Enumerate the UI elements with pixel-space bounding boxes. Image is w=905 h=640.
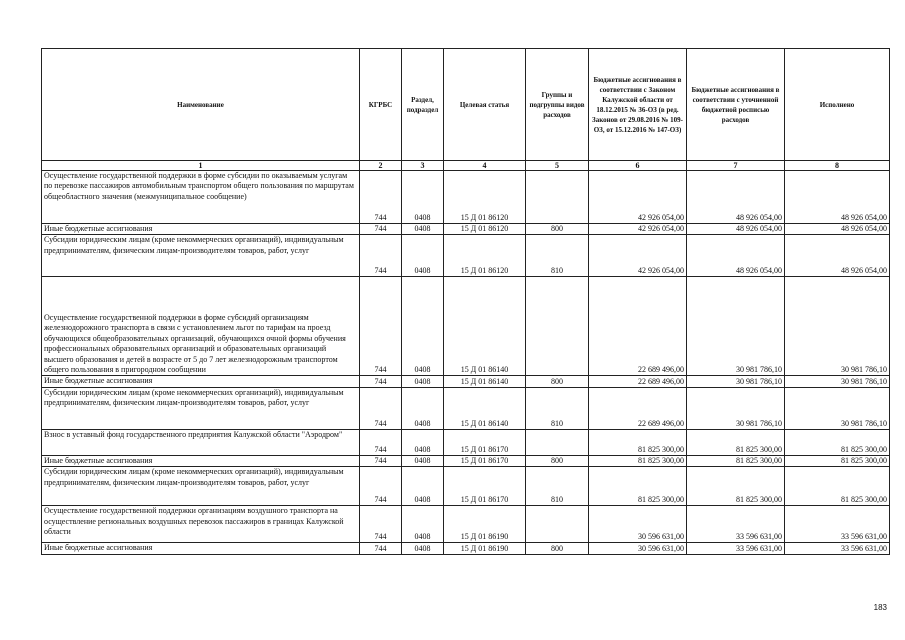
row-kgrbs: 744 (360, 455, 402, 466)
header-groups: Группы и подгруппы видов расходов (526, 49, 589, 161)
row-name: Осуществление государственной поддержки организациям воздушного транспорта на осуществление региональных воздушных перевозок пассажиров в границах Калужской области (42, 506, 360, 543)
row-value-6: 30 596 631,00 (589, 506, 687, 543)
row-kgrbs: 744 (360, 543, 402, 554)
column-number-row (42, 161, 890, 171)
table-row (42, 543, 890, 554)
row-value-8: 48 926 054,00 (785, 171, 890, 224)
row-value-6: 30 596 631,00 (589, 543, 687, 554)
row-value-7: 81 825 300,00 (687, 429, 785, 455)
row-target: 15 Д 01 86120 (444, 224, 526, 235)
row-name: Взнос в уставный фонд государственного предприятия Калужской области "Аэродром" (42, 429, 360, 455)
col-number: 4 (444, 161, 526, 171)
col-number: 5 (526, 161, 589, 171)
col-number: 7 (687, 161, 785, 171)
row-target: 15 Д 01 86120 (444, 235, 526, 277)
row-name: Иные бюджетные ассигнования (42, 376, 360, 387)
row-value-8: 48 926 054,00 (785, 224, 890, 235)
row-vid: 800 (526, 376, 589, 387)
row-vid (526, 506, 589, 543)
row-target: 15 Д 01 86170 (444, 429, 526, 455)
row-name: Осуществление государственной поддержки в форме субсидий организациям железнодорожного транспорта в связи с установлением льгот по тарифам на проезд обучающихся общеобразовательных организаций, обучающихся очной формы обучения профессиональных образовательных организаций и образовательных организаций высшего образования и детей в возрасте от 5 до 7 лет железнодорожным транспортом общего пользования в пригородном сообщении (42, 277, 360, 376)
row-value-7: 30 981 786,10 (687, 387, 785, 429)
row-razdel: 0408 (402, 543, 444, 554)
header-col7: Бюджетные ассигнования в соответствии с уточненной бюджетной росписью расходов (687, 49, 785, 161)
row-value-8: 81 825 300,00 (785, 467, 890, 506)
row-target: 15 Д 01 86140 (444, 387, 526, 429)
row-kgrbs: 744 (360, 171, 402, 224)
row-value-6: 22 689 496,00 (589, 277, 687, 376)
col-number: 8 (785, 161, 890, 171)
table-row (42, 235, 890, 277)
row-target: 15 Д 01 86140 (444, 376, 526, 387)
row-kgrbs: 744 (360, 467, 402, 506)
row-value-7: 48 926 054,00 (687, 224, 785, 235)
row-value-8: 30 981 786,10 (785, 376, 890, 387)
row-name: Иные бюджетные ассигнования (42, 455, 360, 466)
row-target: 15 Д 01 86170 (444, 467, 526, 506)
row-vid: 810 (526, 387, 589, 429)
row-kgrbs: 744 (360, 387, 402, 429)
row-value-7: 81 825 300,00 (687, 467, 785, 506)
row-value-6: 81 825 300,00 (589, 455, 687, 466)
col-number: 1 (42, 161, 360, 171)
row-name: Субсидии юридическим лицам (кроме некоммерческих организаций), индивидуальным предпринимателям, физическим лицам-производителям товаров, работ, услуг (42, 235, 360, 277)
row-value-7: 33 596 631,00 (687, 543, 785, 554)
row-razdel: 0408 (402, 376, 444, 387)
row-value-7: 33 596 631,00 (687, 506, 785, 543)
row-razdel: 0408 (402, 171, 444, 224)
row-name: Иные бюджетные ассигнования (42, 543, 360, 554)
row-name: Иные бюджетные ассигнования (42, 224, 360, 235)
row-name: Субсидии юридическим лицам (кроме некоммерческих организаций), индивидуальным предпринимателям, физическим лицам-производителям товаров, работ, услуг (42, 387, 360, 429)
row-vid: 810 (526, 235, 589, 277)
row-kgrbs: 744 (360, 235, 402, 277)
row-razdel: 0408 (402, 235, 444, 277)
row-value-8: 30 981 786,10 (785, 277, 890, 376)
table-row (42, 171, 890, 224)
row-value-8: 48 926 054,00 (785, 235, 890, 277)
row-value-6: 42 926 054,00 (589, 171, 687, 224)
row-value-8: 30 981 786,10 (785, 387, 890, 429)
row-razdel: 0408 (402, 467, 444, 506)
row-razdel: 0408 (402, 506, 444, 543)
row-value-8: 33 596 631,00 (785, 543, 890, 554)
col-number: 6 (589, 161, 687, 171)
header-col6: Бюджетные ассигнования в соответствии с Законом Калужской области от 18.12.2015 № 36-ОЗ (в ред. Законов от 29.08.2016 № 109-ОЗ, от 15.12.2016 № 147-ОЗ) (589, 49, 687, 161)
col-number: 3 (402, 161, 444, 171)
page-number: 183 (873, 603, 887, 612)
row-name: Осуществление государственной поддержки в форме субсидии по оказываемым услугам по перевозке пассажиров автомобильным транспортом общего пользования по маршрутам общеобластного значения (межмуниципальное сообщение) (42, 171, 360, 224)
row-kgrbs: 744 (360, 506, 402, 543)
row-target: 15 Д 01 86190 (444, 543, 526, 554)
table-row (42, 224, 890, 235)
row-vid: 810 (526, 467, 589, 506)
row-kgrbs: 744 (360, 224, 402, 235)
row-kgrbs: 744 (360, 429, 402, 455)
row-value-7: 48 926 054,00 (687, 171, 785, 224)
row-value-6: 81 825 300,00 (589, 467, 687, 506)
row-value-8: 81 825 300,00 (785, 429, 890, 455)
row-value-7: 81 825 300,00 (687, 455, 785, 466)
header-col8: Исполнено (785, 49, 890, 161)
row-value-7: 48 926 054,00 (687, 235, 785, 277)
table-row (42, 277, 890, 376)
row-vid (526, 171, 589, 224)
row-target: 15 Д 01 86190 (444, 506, 526, 543)
row-vid (526, 429, 589, 455)
row-value-6: 42 926 054,00 (589, 235, 687, 277)
row-value-8: 81 825 300,00 (785, 455, 890, 466)
row-razdel: 0408 (402, 429, 444, 455)
row-vid: 800 (526, 455, 589, 466)
row-vid: 800 (526, 224, 589, 235)
header-name: Наименование (42, 49, 360, 161)
row-razdel: 0408 (402, 224, 444, 235)
row-target: 15 Д 01 86120 (444, 171, 526, 224)
table-row (42, 387, 890, 429)
row-razdel: 0408 (402, 387, 444, 429)
header-kgrbs: КГРБС (360, 49, 402, 161)
table-row (42, 455, 890, 466)
budget-table (41, 48, 890, 555)
table-row (42, 506, 890, 543)
row-value-7: 30 981 786,10 (687, 376, 785, 387)
table-row (42, 376, 890, 387)
header-target: Целевая статья (444, 49, 526, 161)
row-value-7: 30 981 786,10 (687, 277, 785, 376)
row-kgrbs: 744 (360, 277, 402, 376)
row-value-6: 22 689 496,00 (589, 387, 687, 429)
row-value-6: 81 825 300,00 (589, 429, 687, 455)
table-row (42, 429, 890, 455)
row-value-6: 42 926 054,00 (589, 224, 687, 235)
row-razdel: 0408 (402, 455, 444, 466)
table-row (42, 467, 890, 506)
row-target: 15 Д 01 86170 (444, 455, 526, 466)
row-name: Субсидии юридическим лицам (кроме некоммерческих организаций), индивидуальным предпринимателям, физическим лицам-производителям товаров, работ, услуг (42, 467, 360, 506)
row-target: 15 Д 01 86140 (444, 277, 526, 376)
row-vid: 800 (526, 543, 589, 554)
header-razdel: Раздел, подраздел (402, 49, 444, 161)
row-value-6: 22 689 496,00 (589, 376, 687, 387)
row-razdel: 0408 (402, 277, 444, 376)
col-number: 2 (360, 161, 402, 171)
row-value-8: 33 596 631,00 (785, 506, 890, 543)
row-kgrbs: 744 (360, 376, 402, 387)
header-row (42, 49, 890, 161)
row-vid (526, 277, 589, 376)
